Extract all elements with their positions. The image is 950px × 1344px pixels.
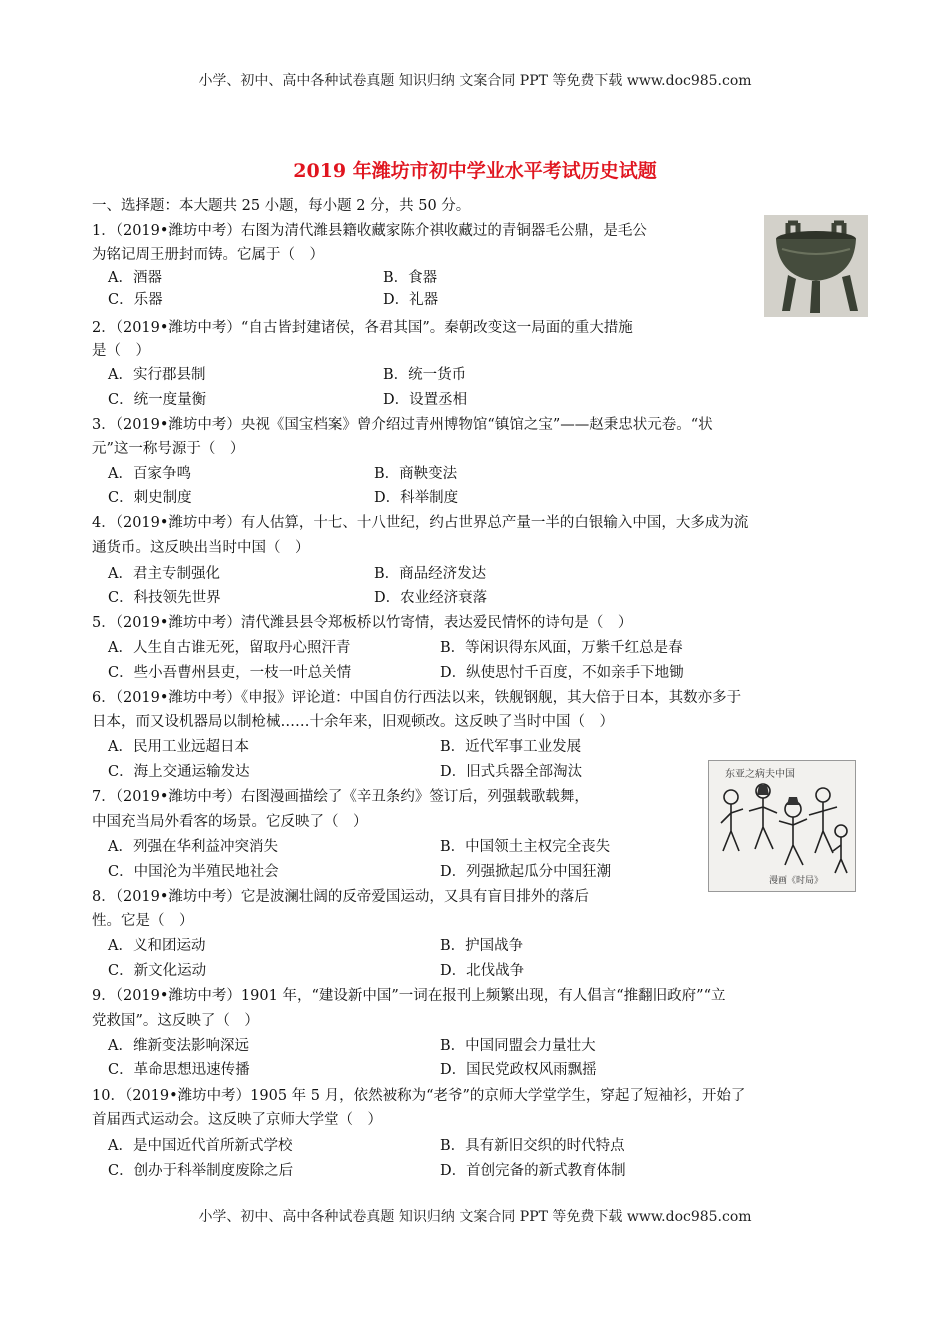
question-2-option-d: D．设置丞相 xyxy=(383,392,468,408)
question-1-line-1: 1．（2019•潍坊中考）右图为清代潍县籍收藏家陈介祺收藏过的青铜器毛公鼎，是毛公 xyxy=(92,223,647,239)
question-6-line-1: 6．（2019•潍坊中考）《申报》评论道：中国自仿行西法以来，铁舰钢舰，其大倍于日本，其数亦多于 xyxy=(92,690,742,706)
question-4-option-b: B．商品经济发达 xyxy=(374,566,487,582)
question-6-option-b: B．近代军事工业发展 xyxy=(440,739,582,755)
page-footer: 小学、初中、高中各种试卷真题 知识归纳 文案合同 PPT 等免费下载 www.doc985.com xyxy=(198,1209,752,1225)
question-2-option-b: B．统一货币 xyxy=(383,367,467,383)
question-7-line-1: 7．（2019•潍坊中考）右图漫画描绘了《辛丑条约》签订后，列强载歌载舞， xyxy=(92,789,589,805)
question-10-option-a: A．是中国近代首所新式学校 xyxy=(108,1138,293,1154)
question-6-line-2: 日本，而又设机器局以制枪械……十余年来，旧观顿改。这反映了当时中国（ ） xyxy=(92,714,614,730)
question-10-line-2: 首届西式运动会。这反映了京师大学堂（ ） xyxy=(92,1112,382,1128)
question-8-option-c: C．新文化运动 xyxy=(108,963,207,979)
question-6-option-a: A．民用工业远超日本 xyxy=(108,739,249,755)
question-4-line-1: 4．（2019•潍坊中考）有人估算，十七、十八世纪，约占世界总产量一半的白银输入中国，大多成为流 xyxy=(92,515,749,531)
question-3-line-2: 元”这一称号源于（ ） xyxy=(92,441,245,457)
question-2-option-c: C．统一度量衡 xyxy=(108,392,207,408)
question-4-option-a: A．君主专制强化 xyxy=(108,566,220,582)
treaty-cartoon-image xyxy=(708,760,856,892)
question-6-option-c: C．海上交通运输发达 xyxy=(108,764,250,780)
question-3-option-c: C．刺史制度 xyxy=(108,490,192,506)
question-7-option-a: A．列强在华利益冲突消失 xyxy=(108,839,278,855)
question-7-option-d: D．列强掀起瓜分中国狂潮 xyxy=(440,864,612,880)
question-7-line-2: 中国充当局外看客的场景。它反映了（ ） xyxy=(92,814,368,830)
question-3-option-b: B．商鞅变法 xyxy=(374,466,458,482)
question-5-line-1: 5．（2019•潍坊中考）清代潍县县令郑板桥以竹寄情，表达爱民情怀的诗句是（ ） xyxy=(92,615,633,631)
question-2-option-a: A．实行郡县制 xyxy=(108,367,206,383)
question-8-option-b: B．护国战争 xyxy=(440,938,524,954)
question-10-option-b: B．具有新旧交织的时代特点 xyxy=(440,1138,625,1154)
question-4-line-2: 通货币。这反映出当时中国（ ） xyxy=(92,540,310,556)
question-10-option-c: C．创办于科举制度废除之后 xyxy=(108,1163,294,1179)
question-9-option-b: B．中国同盟会力量壮大 xyxy=(440,1038,596,1054)
question-1-option-d: D．礼器 xyxy=(383,292,439,308)
question-3-option-d: D．科举制度 xyxy=(374,490,459,506)
question-4-option-c: C．科技领先世界 xyxy=(108,590,221,606)
bronze-ding-drawing xyxy=(764,215,868,317)
question-6-option-d: D．旧式兵器全部淘汰 xyxy=(440,764,583,780)
page-title: 2019 年潍坊市初中学业水平考试历史试题 xyxy=(293,160,657,182)
question-10-option-d: D．首创完备的新式教育体制 xyxy=(440,1163,626,1179)
question-9-line-2: 党救国”。这反映了（ ） xyxy=(92,1013,259,1029)
cartoon-caption-bottom: 漫画《时局》 xyxy=(769,876,824,886)
question-8-line-1: 8．（2019•潍坊中考）它是波澜壮阔的反帝爱国运动，又具有盲目排外的落后 xyxy=(92,889,589,905)
question-9-line-1: 9．（2019•潍坊中考）1901 年，“建设新中国”一词在报刊上频繁出现，有人倡言“推翻旧政府”“立 xyxy=(92,988,726,1004)
question-8-option-a: A．义和团运动 xyxy=(108,938,206,954)
question-1-option-a: A．酒器 xyxy=(108,270,162,286)
question-5-option-a: A．人生自古谁无死，留取丹心照汗青 xyxy=(108,640,351,656)
section-heading: 一、选择题：本大题共 25 小题，每小题 2 分，共 50 分。 xyxy=(92,198,471,214)
question-9-option-d: D．国民党政权风雨飘摇 xyxy=(440,1062,597,1078)
question-2-line-2: 是（ ） xyxy=(92,343,150,359)
question-1-line-2: 为铭记周王册封而铸。它属于（ ） xyxy=(92,247,324,263)
question-1-option-b: B．食器 xyxy=(383,270,438,286)
question-3-line-1: 3．（2019•潍坊中考）央视《国宝档案》曾介绍过青州博物馆“镇馆之宝”——赵秉忠状元卷。“状 xyxy=(92,417,713,433)
question-8-option-d: D．北伐战争 xyxy=(440,963,525,979)
bronze-ding-photo xyxy=(764,215,868,317)
question-9-option-a: A．维新变法影响深远 xyxy=(108,1038,249,1054)
question-1-option-c: C．乐器 xyxy=(108,292,163,308)
question-10-line-1: 10．（2019•潍坊中考）1905 年 5 月，依然被称为“老爷”的京师大学堂学生，穿起了短袖衫，开始了 xyxy=(92,1088,746,1104)
question-7-option-b: B．中国领土主权完全丧失 xyxy=(440,839,611,855)
question-5-option-c: C．些小吾曹州县吏，一枝一叶总关情 xyxy=(108,665,352,681)
question-7-option-c: C．中国沦为半殖民地社会 xyxy=(108,864,279,880)
cartoon-drawing xyxy=(709,761,855,891)
question-5-option-b: B．等闲识得东风面，万紫千红总是春 xyxy=(440,640,683,656)
page-header: 小学、初中、高中各种试卷真题 知识归纳 文案合同 PPT 等免费下载 www.doc985.com xyxy=(198,73,752,89)
cartoon-caption-top: 东亚之病夫中国 xyxy=(725,769,795,780)
question-2-line-1: 2．（2019•潍坊中考）“自古皆封建诸侯，各君其国”。秦朝改变这一局面的重大措施 xyxy=(92,320,633,336)
question-8-line-2: 性。它是（ ） xyxy=(92,913,194,929)
question-9-option-c: C．革命思想迅速传播 xyxy=(108,1062,250,1078)
question-4-option-d: D．农业经济衰落 xyxy=(374,590,488,606)
question-5-option-d: D．纵使思忖千百度，不如亲手下地锄 xyxy=(440,665,684,681)
question-3-option-a: A．百家争鸣 xyxy=(108,466,191,482)
